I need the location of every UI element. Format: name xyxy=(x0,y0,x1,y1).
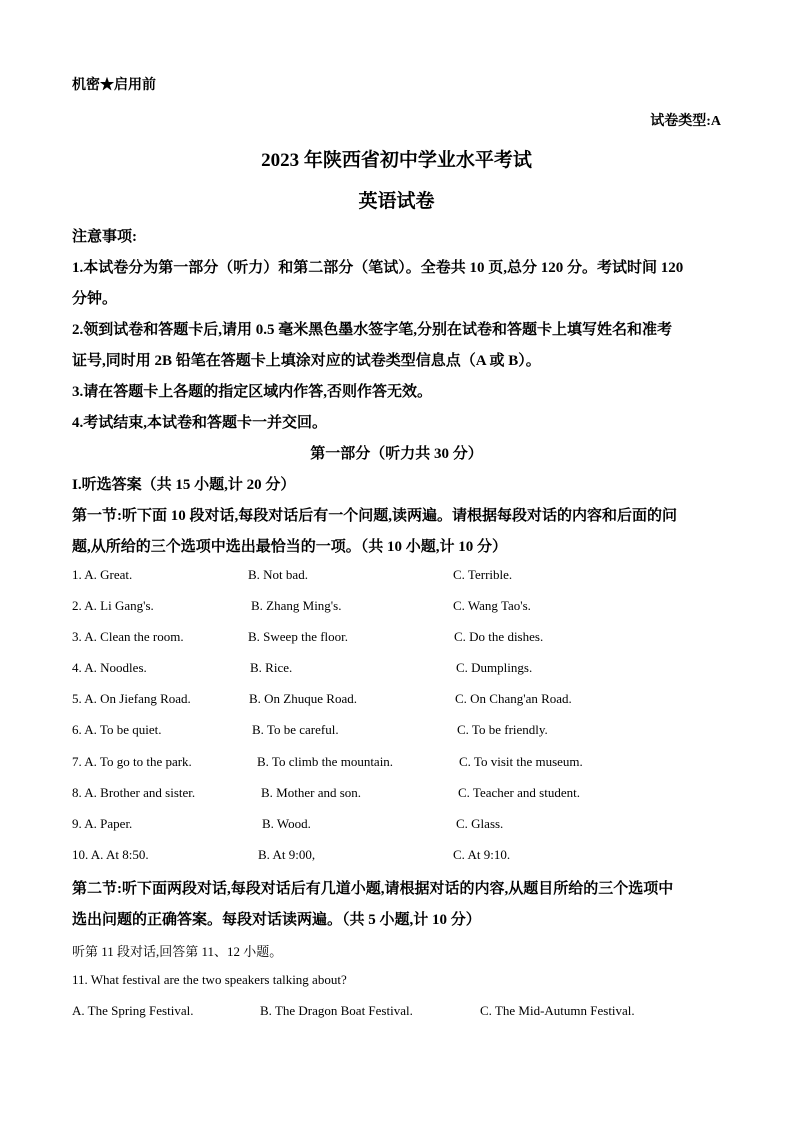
option-a: 6. A. To be quiet. xyxy=(72,722,162,737)
option-a: 3. A. Clean the room. xyxy=(72,629,184,644)
option-b: B. Zhang Ming's. xyxy=(251,598,342,613)
option-a: 7. A. To go to the park. xyxy=(72,754,192,769)
option-a: 4. A. Noodles. xyxy=(72,660,147,675)
notes-line: 4.考试结束,本试卷和答题卡一并交回。 xyxy=(72,415,328,431)
option-a: 10. A. At 8:50. xyxy=(72,847,149,862)
notes-line: 2.领到试卷和答题卡后,请用 0.5 毫米黑色墨水签字笔,分别在试卷和答题卡上填写姓名和准考 xyxy=(72,322,673,338)
option-b: B. To climb the mountain. xyxy=(257,754,394,769)
option-c: C. To be friendly. xyxy=(457,722,548,737)
option-b: B. Rice. xyxy=(250,660,293,675)
option-a: A. The Spring Festival. xyxy=(72,1003,194,1018)
section2-instructions: 选出问题的正确答案。每段对话读两遍。（共 5 小题,计 10 分） xyxy=(72,912,481,928)
option-c: C. To visit the museum. xyxy=(459,754,583,769)
option-c: C. At 9:10. xyxy=(453,847,511,862)
option-b: B. To be careful. xyxy=(252,722,339,737)
option-c: C. Teacher and student. xyxy=(458,785,580,800)
section1-instructions: 题,从所给的三个选项中选出最恰当的一项。（共 10 小题,计 10 分） xyxy=(72,539,508,555)
part1-heading: 第一部分（听力共 30 分） xyxy=(310,446,483,462)
notes-line: 分钟。 xyxy=(72,291,118,307)
question-11-text: 11. What festival are the two speakers talking about? xyxy=(72,972,347,987)
paper-type-label: 试卷类型:A xyxy=(650,114,721,129)
option-a: 5. A. On Jiefang Road. xyxy=(72,691,191,706)
option-c: C. On Chang'an Road. xyxy=(455,691,572,706)
notes-heading: 注意事项: xyxy=(72,229,137,245)
option-c: C. Wang Tao's. xyxy=(453,598,531,613)
option-c: C. Glass. xyxy=(456,816,504,831)
section-title: I.听选答案（共 15 小题,计 20 分） xyxy=(72,477,296,493)
option-c: C. Do the dishes. xyxy=(454,629,544,644)
option-b: B. Mother and son. xyxy=(261,785,362,800)
option-c: C. Terrible. xyxy=(453,567,513,582)
option-b: B. At 9:00, xyxy=(258,847,316,862)
notes-line: 证号,同时用 2B 铅笔在答题卡上填涂对应的试卷类型信息点（A 或 B）。 xyxy=(72,353,541,369)
section1-instructions: 第一节:听下面 10 段对话,每段对话后有一个问题,读两遍。请根据每段对话的内容和后面的问 xyxy=(72,508,677,524)
option-c: C. Dumplings. xyxy=(456,660,533,675)
option-b: B. Wood. xyxy=(262,816,311,831)
option-a: 2. A. Li Gang's. xyxy=(72,598,154,613)
exam-subtitle: 英语试卷 xyxy=(358,191,435,212)
option-a: 1. A. Great. xyxy=(72,567,133,582)
option-a: 8. A. Brother and sister. xyxy=(72,785,196,800)
notes-line: 1.本试卷分为第一部分（听力）和第二部分（笔试）。全卷共 10 页,总分 120 分。考试时间 120 xyxy=(72,260,684,276)
dialog-intro: 听第 11 段对话,回答第 11、12 小题。 xyxy=(72,944,283,959)
confidential-label: 机密★启用前 xyxy=(72,78,156,93)
option-b: B. On Zhuque Road. xyxy=(249,691,357,706)
section2-instructions: 第二节:听下面两段对话,每段对话后有几道小题,请根据对话的内容,从题目所给的三个选项中 xyxy=(72,881,674,897)
option-b: B. The Dragon Boat Festival. xyxy=(260,1003,413,1018)
option-c: C. The Mid-Autumn Festival. xyxy=(480,1003,635,1018)
option-b: B. Not bad. xyxy=(248,567,308,582)
option-b: B. Sweep the floor. xyxy=(248,629,349,644)
exam-title: 2023 年陕西省初中学业水平考试 xyxy=(261,150,532,171)
notes-line: 3.请在答题卡上各题的指定区域内作答,否则作答无效。 xyxy=(72,384,433,400)
option-a: 9. A. Paper. xyxy=(72,816,133,831)
